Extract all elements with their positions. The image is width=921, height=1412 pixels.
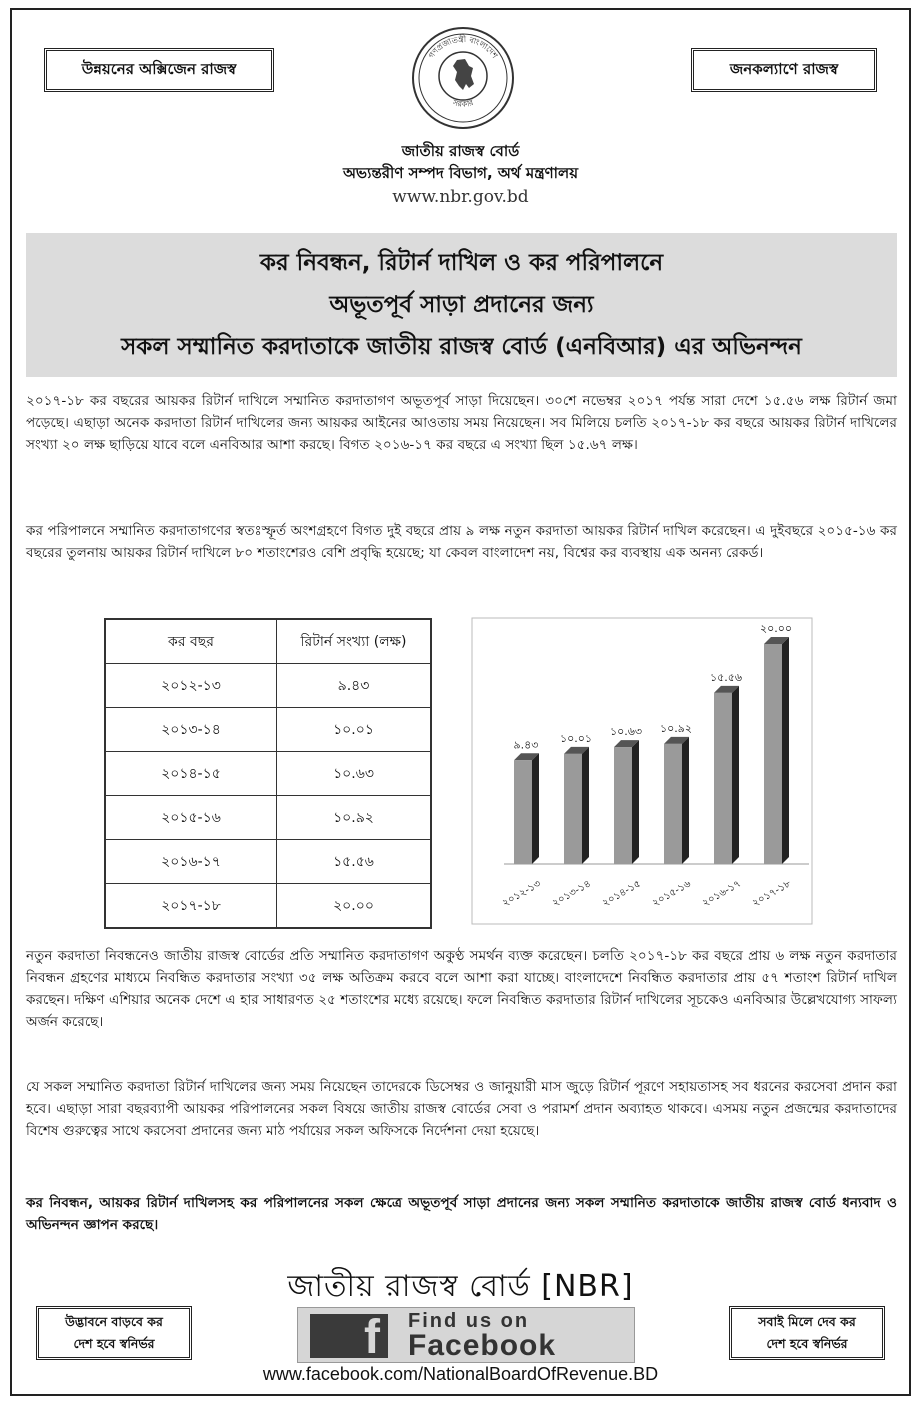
chart-x-tick-label: ২০১৪-১৫: [600, 878, 643, 910]
table-row: [105, 796, 431, 840]
slogan-right-box: [691, 48, 877, 92]
table-cell-returns: ২০.০০: [277, 884, 432, 929]
chart-bar: [564, 747, 589, 864]
slogan-left-text: উন্নয়নের অক্সিজেন রাজস্ব: [81, 59, 237, 78]
facebook-url-link[interactable]: www.facebook.com/NationalBoardOfRevenue.BD: [262, 1364, 659, 1384]
slogan-left-box: [44, 48, 274, 92]
table-row: [105, 752, 431, 796]
facebook-banner[interactable]: [297, 1307, 635, 1363]
chart-data-label: ১৫.৫৬: [709, 670, 743, 684]
headline-line-1: কর নিবন্ধন, রিটার্ন দাখিল ও কর পরিপালনে: [259, 250, 664, 276]
table-row: [105, 708, 431, 752]
returns-table: [104, 618, 432, 929]
table-cell-returns: ১০.৯২: [277, 796, 432, 840]
paragraph-registration: নতুন করদাতা নিবন্ধনেও জাতীয় রাজস্ব বোর্ডের প্রতি সম্মানিত করদাতাগণ অকুণ্ঠ সমর্থন ব্যক্ত করেছেন। চলতি ২০১৭-১৮ কর বছরে প্রায় ৬ লক্ষ নতুন করদাতার নিবন্ধন গ্রহণের মাধ্যমে নিবন্ধিত করদাতার সংখ্যা ৩৫ লক্ষ অতিক্রম করবে বলে আশা করা যাচ্ছে। বাংলাদেশে নিবন্ধিত করদাতার প্রায় ৫৭ শতাংশ রিটার্ন দাখিল করছেন। দক্ষিণ এশিয়ার অনেক দেশে এ হার সাধারণত ২৫ শতাংশের মধ্যে রয়েছে। ফলে নিবন্ধিত করদাতার রিটার্ন দাখিলের সূচকেও এনবিআর উল্লেখযোগ্য সাফল্য অর্জন করেছে।: [26, 948, 897, 1030]
slogan-right-text: জনকল্যাণে রাজস্ব: [729, 59, 839, 78]
chart-bar: [614, 740, 639, 864]
table-header-row: [105, 619, 431, 664]
table-cell-returns: ১০.০১: [277, 708, 432, 752]
returns-bar-chart: [464, 614, 816, 928]
table-cell-year: ২০১৭-১৮: [105, 884, 277, 929]
paragraph-returns-2017: ২০১৭-১৮ কর বছরের আয়কর রিটার্ন দাখিলে সম্মানিত করদাতাগণ অভূতপূর্ব সাড়া দিয়েছেন। ৩০শে নভেম্বর ২০১৭ পর্যন্ত সারা দেশে ১৫.৫৬ লক্ষ রিটার্ন জমা পড়েছে। এছাড়া অনেক করদাতা রিটার্ন দাখিলের জন্য আয়কর আইনের আওতায় সময় নিয়েছেন। সব মিলিয়ে চলতি ২০১৭-১৮ কর বছরে আয়কর রিটার্ন দাখিলের সংখ্যা ২০ লক্ষ ছাড়িয়ে যাবে বলে এনবিআর আশা করছে। বিগত ২০১৬-১৭ কর বছরে এ সংখ্যা ছিল ১৫.৬৭ লক্ষ।: [26, 393, 897, 453]
table-row: [105, 884, 431, 929]
chart-x-tick-label: ২০১৫-১৬: [650, 878, 693, 910]
table-cell-year: ২০১৬-১৭: [105, 840, 277, 884]
chart-x-tick-label: ২০১৭-১৮: [750, 878, 793, 910]
org-division: অভ্যন্তরীণ সম্পদ বিভাগ, অর্থ মন্ত্রণালয়: [342, 164, 579, 182]
table-cell-year: ২০১২-১৩: [105, 664, 277, 708]
table-cell-year: ২০১৩-১৪: [105, 708, 277, 752]
chart-data-label: ২০.০০: [759, 622, 793, 635]
facebook-letter: f: [364, 1311, 380, 1364]
headline-banner: [26, 233, 897, 377]
chart-data-label: ১০.০১: [559, 731, 593, 745]
chart-x-tick-label: ২০১২-১৩: [500, 878, 543, 910]
seal-bottom-text: সরকার: [451, 97, 475, 109]
chart-bar: [664, 737, 689, 864]
footer-org-name: জাতীয় রাজস্ব বোর্ড [NBR]: [287, 1269, 634, 1304]
headline-line-3: সকল সম্মানিত করদাতাকে জাতীয় রাজস্ব বোর্ড (এনবিআর) এর অভিনন্দন: [121, 334, 802, 360]
chart-data-label: ১০.৬৩: [609, 725, 643, 739]
facebook-wordmark: Facebook: [408, 1329, 557, 1362]
table-row: [105, 664, 431, 708]
headline-line-2: অভূতপূর্ব সাড়া প্রদানের জন্য: [329, 292, 594, 318]
org-website-link[interactable]: www.nbr.gov.bd: [392, 187, 529, 207]
table-cell-year: ২০১৪-১৫: [105, 752, 277, 796]
chart-bar: [714, 686, 739, 864]
chart-data-label: ১০.৯২: [659, 721, 693, 735]
chart-bar: [764, 637, 789, 864]
advertisement-page: [10, 8, 911, 1396]
table-row: [105, 840, 431, 884]
org-name: জাতীয় রাজস্ব বোর্ড: [401, 142, 520, 160]
facebook-find-us-text: Find us on: [408, 1310, 530, 1332]
table-header-year: কর বছর: [105, 619, 277, 664]
footer-slogan-left-line-2: দেশ হবে স্বনির্ভর: [73, 1336, 155, 1351]
paragraph-new-taxpayers: কর পরিপালনে সম্মানিত করদাতাগণের স্বতঃস্ফূর্ত অংশগ্রহণে বিগত দুই বছরে প্রায় ৯ লক্ষ নতুন করদাতা আয়কর রিটার্ন দাখিল করেছেন। এ দুইবছরে ২০১৫-১৬ কর বছরের তুলনায় আয়কর রিটার্ন দাখিলে ৮০ শতাংশেরও বেশি প্রবৃদ্ধি হয়েছে; যা কেবল বাংলাদেশ নয়, বিশ্বের কর ব্যবস্থায় এক অনন্য রেকর্ড।: [26, 523, 897, 561]
facebook-icon: [310, 1311, 388, 1364]
government-seal-icon: [411, 26, 515, 130]
table-header-returns: রিটার্ন সংখ্যা (লক্ষ): [277, 619, 432, 664]
footer-slogan-right-line-1: সবাই মিলে দেব কর: [758, 1314, 856, 1329]
chart-x-tick-label: ২০১৬-১৭: [700, 878, 743, 910]
footer-slogan-right-line-2: দেশ হবে স্বনির্ভর: [766, 1336, 848, 1351]
table-cell-year: ২০১৫-১৬: [105, 796, 277, 840]
footer-slogan-left: [36, 1306, 192, 1360]
chart-data-label: ৯.৪৩: [513, 738, 539, 752]
table-cell-returns: ১৫.৫৬: [277, 840, 432, 884]
seal-top-text: গণপ্রজাতন্ত্রী বাংলাদেশ: [426, 34, 500, 61]
org-header: [12, 140, 909, 210]
table-cell-returns: ১০.৬৩: [277, 752, 432, 796]
paragraph-services: যে সকল সম্মানিত করদাতা রিটার্ন দাখিলের জন্য সময় নিয়েছেন তাদেরকে ডিসেম্বর ও জানুয়ারী মাস জুড়ে রিটার্ন পূরণে সহায়তাসহ সব ধরনের করসেবা প্রদান করা হবে। এছাড়া সারা বছরব্যাপী আয়কর পরিপালনের সকল বিষয়ে জাতীয় রাজস্ব বোর্ডের সেবা ও পরামর্শ প্রদান অব্যাহত থাকবে। এসময় নতুন প্রজন্মের করদাতাদের বিশেষ গুরুত্বের সাথে করসেবা প্রদানের জন্য মাঠ পর্যায়ের সকল অফিসকে নির্দেশনা দেয়া হয়েছে।: [26, 1079, 897, 1139]
footer-slogan-left-line-1: উদ্ভাবনে বাড়বে কর: [65, 1314, 163, 1329]
chart-bar: [514, 753, 539, 864]
chart-x-tick-label: ২০১৩-১৪: [550, 878, 593, 910]
paragraph-thanks: কর নিবন্ধন, আয়কর রিটার্ন দাখিলসহ কর পরিপালনের সকল ক্ষেত্রে অভূতপূর্ব সাড়া প্রদানের জন্য সকল সম্মানিত করদাতাকে জাতীয় রাজস্ব বোর্ড ধন্যবাদ ও অভিনন্দন জ্ঞাপন করছে।: [26, 1195, 897, 1233]
table-cell-returns: ৯.৪৩: [277, 664, 432, 708]
footer-slogan-right: [729, 1306, 885, 1360]
